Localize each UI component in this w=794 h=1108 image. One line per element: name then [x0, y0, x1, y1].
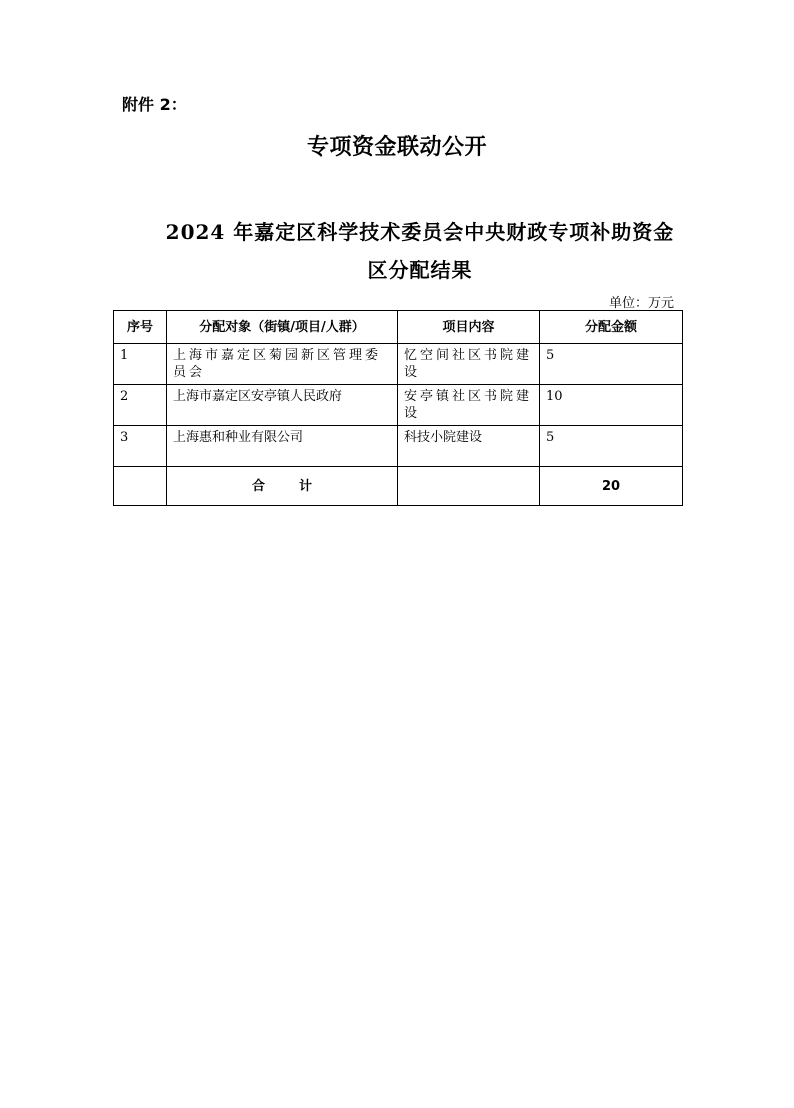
table-total-row: [114, 467, 683, 506]
table-header-row: [114, 311, 683, 344]
row-content: 科技小院建设: [398, 426, 540, 467]
total-label: [167, 467, 398, 506]
row-target: 上海惠和种业有限公司: [167, 426, 398, 467]
table-row: [114, 426, 683, 467]
total-amount: 20: [540, 467, 683, 506]
header-index: 序号: [114, 311, 167, 344]
header-target: 分配对象（街镇/项目/人群）: [167, 311, 398, 344]
row-amount: 10: [540, 385, 683, 426]
row-content: 忆空间社区书院建设: [398, 344, 540, 385]
row-target: 上海市嘉定区安亭镇人民政府: [167, 385, 398, 426]
table-row: [114, 385, 683, 426]
header-amount: 分配金额: [540, 311, 683, 344]
total-empty-cell: [114, 467, 167, 506]
row-index: 2: [114, 385, 167, 426]
document-subtitle: [140, 213, 700, 289]
table-row: [114, 344, 683, 385]
row-amount: 5: [540, 344, 683, 385]
page-title: 专项资金联动公开: [306, 135, 487, 160]
header-content: 项目内容: [398, 311, 540, 344]
subtitle-line-2: 区分配结果: [367, 258, 473, 282]
total-label-text: 合计: [251, 478, 346, 494]
row-index: 3: [114, 426, 167, 467]
subtitle-line-1: 2024 年嘉定区科学技术委员会中央财政专项补助资金: [165, 220, 675, 244]
unit-label: 单位：万元: [608, 296, 674, 311]
attachment-label: 附件 2：: [122, 95, 187, 114]
row-index: 1: [114, 344, 167, 385]
total-content-empty-cell: [398, 467, 540, 506]
row-amount: 5: [540, 426, 683, 467]
allocation-table: [113, 310, 683, 506]
row-target: 上海市嘉定区菊园新区管理委员会: [167, 344, 398, 385]
row-content: 安亭镇社区书院建设: [398, 385, 540, 426]
